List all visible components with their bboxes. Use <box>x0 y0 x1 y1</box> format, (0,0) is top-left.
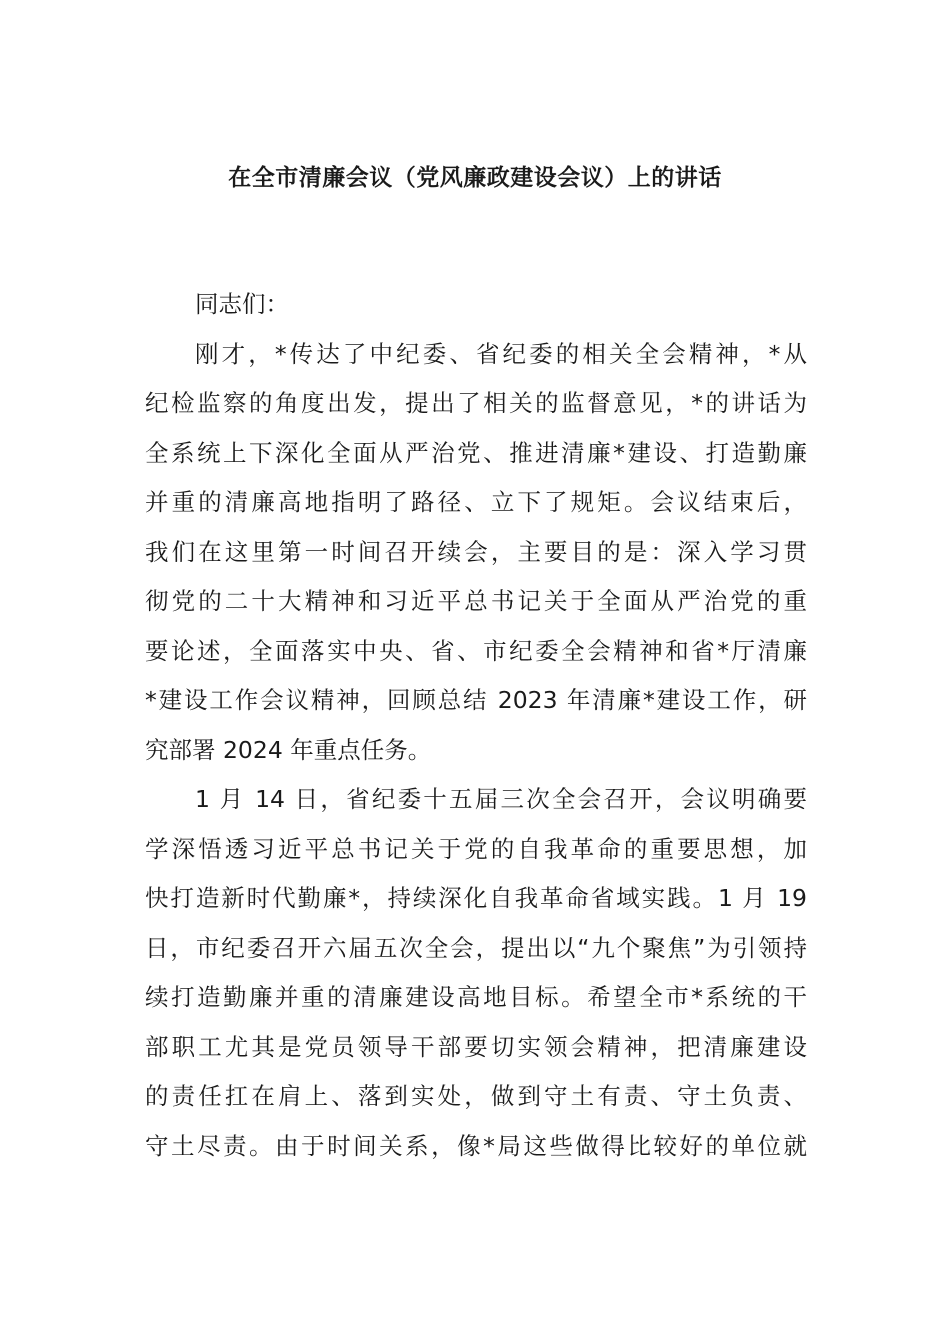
text-line: 快打造新时代勤廉*，持续深化自我革命省域实践。1 月 19 <box>145 884 807 912</box>
text-line: 刚才，*传达了中纪委、省纪委的相关全会精神，*从 <box>195 339 807 368</box>
document-title: 在全市清廉会议（党风廉政建设会议）上的讲话 <box>228 165 722 191</box>
text-line: 全系统上下深化全面从严治党、推进清廉*建设、打造勤廉 <box>145 438 807 467</box>
text-line: 部职工尤其是党员领导干部要切实领会精神，把清廉建设 <box>145 1032 807 1061</box>
paragraph-2 <box>145 775 807 1171</box>
text-line: 的责任扛在肩上、落到实处，做到守土有责、守土负责、 <box>145 1082 807 1110</box>
text-line: 彻党的二十大精神和习近平总书记关于全面从严治党的重 <box>145 587 807 615</box>
text-line: 究部署 2024 年重点任务。 <box>145 735 432 764</box>
text-line: 日，市纪委召开六届五次全会，提出以“九个聚焦”为引领持 <box>145 933 807 962</box>
text-line: 1 月 14 日，省纪委十五届三次全会召开，会议明确要 <box>195 785 807 813</box>
text-line: 纪检监察的角度出发，提出了相关的监督意见，*的讲话为 <box>145 389 807 417</box>
text-line: 学深悟透习近平总书记关于党的自我革命的重要思想，加 <box>145 834 807 863</box>
text-line: 并重的清廉高地指明了路径、立下了规矩。会议结束后， <box>145 488 807 516</box>
text-line: 守土尽责。由于时间关系，像*局这些做得比较好的单位就 <box>145 1131 807 1160</box>
text-line: 我们在这里第一时间召开续会，主要目的是：深入学习贯 <box>145 537 807 566</box>
salutation: 同志们： <box>195 290 289 318</box>
text-line: *建设工作会议精神，回顾总结 2023 年清廉*建设工作，研 <box>145 686 807 714</box>
text-line: 要论述，全面落实中央、省、市纪委全会精神和省*厅清廉 <box>145 636 807 665</box>
text-line: 续打造勤廉并重的清廉建设高地目标。希望全市*系统的干 <box>145 983 807 1011</box>
paragraph-1 <box>145 330 807 776</box>
document-body <box>145 280 807 1171</box>
